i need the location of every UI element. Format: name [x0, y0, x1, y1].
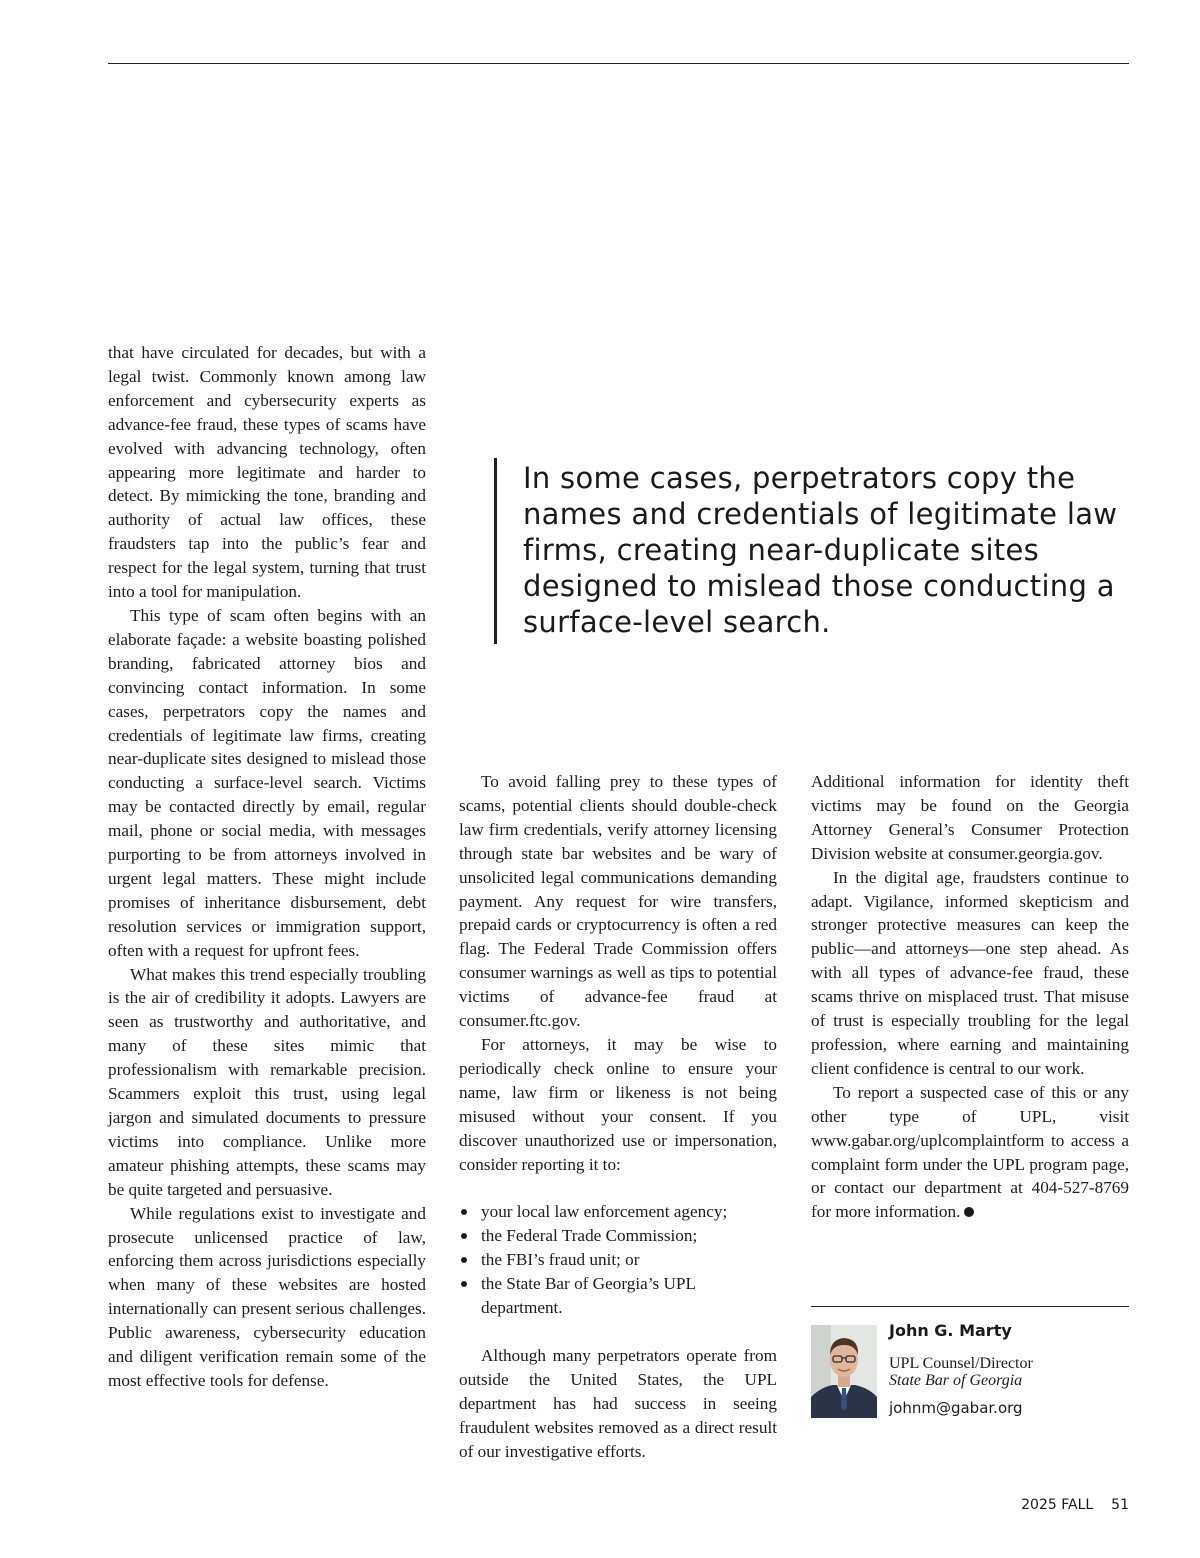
list-item: the Federal Trade Commission;	[459, 1224, 777, 1248]
article-column-2	[459, 770, 777, 1463]
author-email[interactable]: johnm@gabar.org	[889, 1399, 1023, 1417]
article-column-1	[108, 341, 426, 1393]
paragraph: In the digital age, fraudsters continue to adapt. Vigilance, informed skepticism and stronger protective measures can keep the public—and attorneys—one step ahead. As with all types of advance-fee fraud, these scams thrive on misplaced trust. That misuse of trust is especially troubling for the legal profession, where earning and maintaining client confidence is central to our work.	[811, 867, 1129, 1078]
author-name: John G. Marty	[889, 1321, 1012, 1340]
pull-quote	[494, 458, 1143, 644]
list-item: your local law enforcement agency;	[459, 1200, 777, 1224]
paragraph: To avoid falling prey to these types of scams, potential clients should double-check law firm credentials, verify attorney licensing through state bar websites and be wary of unsolicited legal communications demanding payment. Any request for wire transfers, prepaid cards or cryptocurrency is often a red flag. The Federal Trade Commission offers consumer warnings as well as tips to potential victims of advance-fee fraud at consumer.ftc.gov.	[459, 772, 777, 1031]
issue-label: 2025 FALL	[1021, 1497, 1094, 1513]
page-footer	[1021, 1496, 1129, 1514]
author-organization: State Bar of Georgia	[889, 1372, 1023, 1389]
paragraph: What makes this trend especially troubling is the air of credibility it adopts. Lawyers are seen as trustworthy and authoritative, and many of these sites mimic that professionalism with remarkable precision. Scammers exploit this trust, using legal jargon and simulated documents to pressure victims into compliance. Unlike more amateur phishing attempts, these scams may be quite targeted and persuasive.	[108, 964, 426, 1199]
paragraph: For attorneys, it may be wise to periodically check online to ensure your name, law firm or likeness is not being misused without your consent. If you discover unauthorized use or impersonation, consider reporting it to:	[459, 1034, 777, 1174]
author-photo	[811, 1325, 877, 1418]
paragraph: that have circulated for decades, but with a legal twist. Commonly known among law enforcement and cybersecurity experts as advance-fee fraud, these types of scams have evolved with advancing technology, often appearing more legitimate and harder to detect. By mimicking the tone, branding and authority of actual law offices, these fraudsters tap into the public’s fear and respect for the legal system, turning that trust into a tool for manipulation.	[108, 343, 426, 602]
author-info	[889, 1320, 1129, 1418]
paragraph: While regulations exist to investigate and prosecute unlicensed practice of law, enforcing them across jurisdictions especially when many of these websites are hosted internationally can present serious challenges. Public awareness, cybersecurity education and diligent verification remain some of the most effective tools for defense.	[108, 1203, 426, 1390]
end-mark-icon	[964, 1207, 974, 1217]
pull-quote-text: In some cases, perpetrators copy the names and credentials of legitimate law firms, creating near-duplicate sites designed to mislead those conducting a surface-level search.	[523, 461, 1118, 639]
article-column-3	[811, 770, 1129, 1224]
page-number: 51	[1111, 1497, 1129, 1513]
reporting-list	[459, 1200, 777, 1320]
paragraph-text: To report a suspected case of this or any other type of UPL, visit www.gabar.org/uplcomplaintform to access a complaint form under the UPL program page, or contact our department at 404-527-8769 for more information.	[811, 1082, 1129, 1222]
list-item: the FBI’s fraud unit; or	[459, 1248, 777, 1272]
final-paragraph	[811, 1081, 1129, 1224]
list-item: the State Bar of Georgia’s UPL department.	[459, 1272, 777, 1320]
top-rule	[108, 63, 1129, 64]
paragraph: Additional information for identity theft victims may be found on the Georgia Attorney General’s Consumer Protection Division website at consumer.georgia.gov.	[811, 772, 1129, 863]
paragraph: Although many perpetrators operate from outside the United States, the UPL department has had success in seeing fraudulent websites removed as a direct result of our investigative efforts.	[459, 1345, 777, 1461]
author-title: UPL Counsel/Director	[889, 1355, 1033, 1372]
author-rule	[811, 1306, 1129, 1307]
paragraph: This type of scam often begins with an elaborate façade: a website boasting polished branding, fabricated attorney bios and convincing contact information. In some cases, perpetrators copy the names and credentials of legitimate law firms, creating near-duplicate sites designed to mislead those conducting a surface-level search. Victims may be contacted directly by email, regular mail, phone or social media, with messages purporting to be from attorneys involved in urgent legal matters. These might include promises of inheritance disbursement, debt resolution services or immigration support, often with a request for upfront fees.	[108, 605, 426, 960]
